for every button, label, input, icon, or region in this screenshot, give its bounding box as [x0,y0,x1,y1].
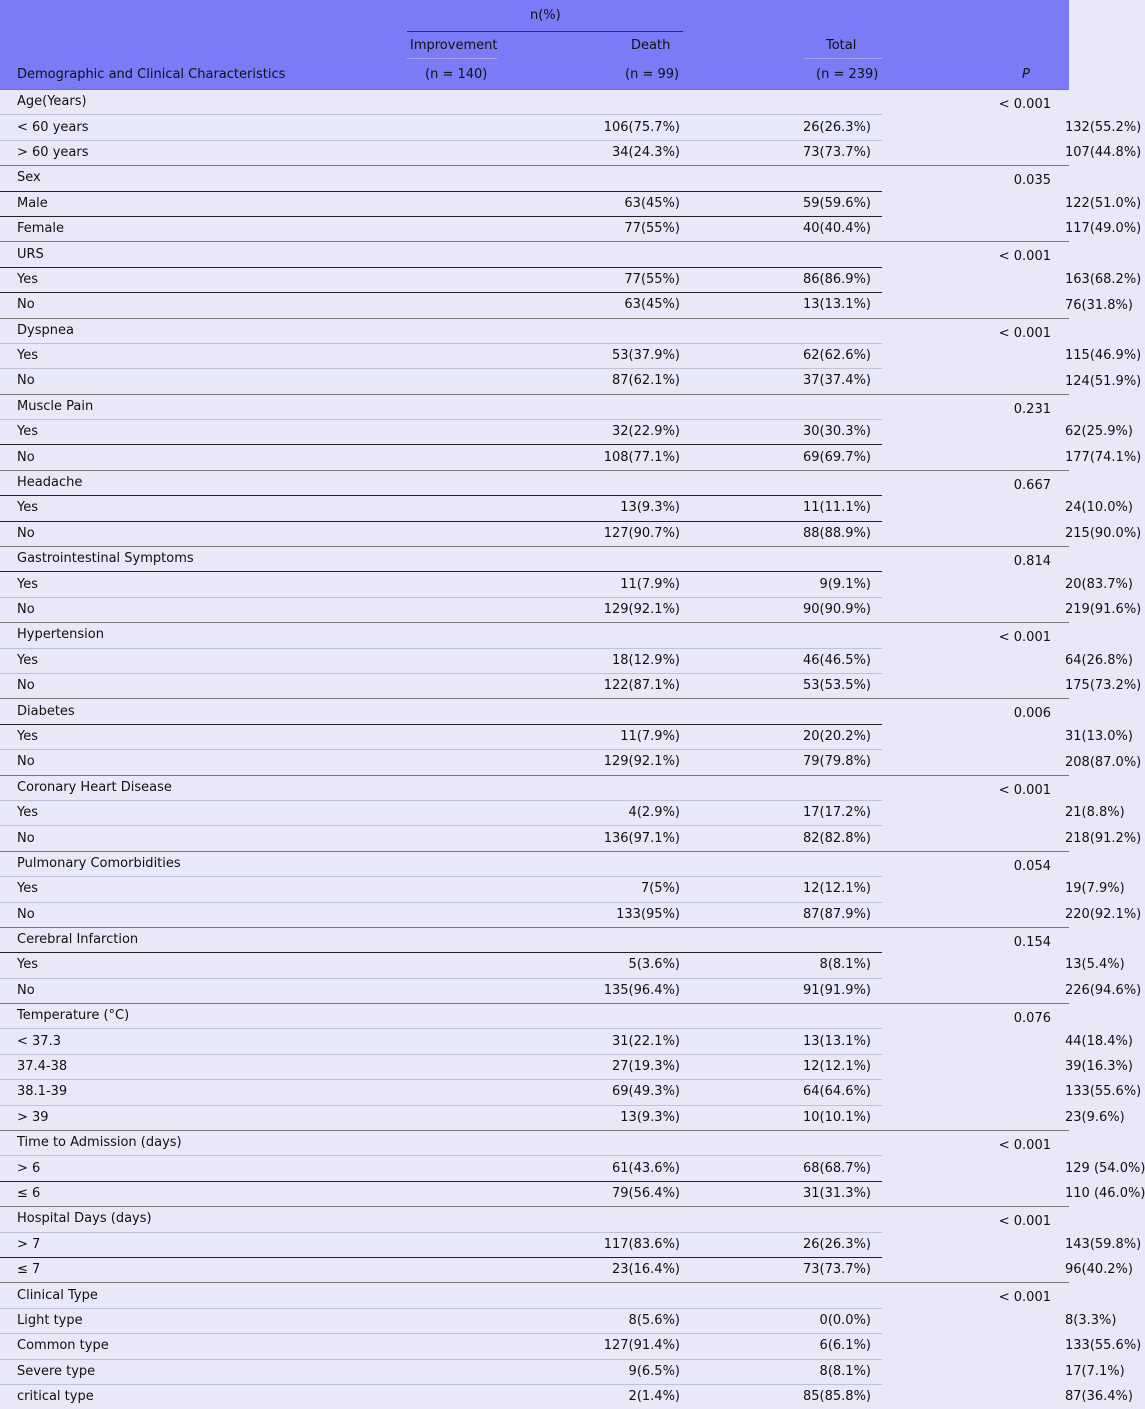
improvement-value: 2(1.4%) [399,1384,680,1409]
death-value: 53(53.5%) [675,673,871,698]
improvement-value: 61(43.6%) [399,1156,680,1181]
table-row: Yes 5(3.6%) 8(8.1%) 13(5.4%) [0,953,1069,978]
table-row: > 39 13(9.3%) 10(10.1%) 23(9.6%) [0,1105,1069,1130]
p-value: < 0.001 [882,1131,1069,1207]
row-label: No [0,826,405,851]
death-value: 0(0.0%) [675,1308,871,1333]
p-value: 0.054 [882,851,1069,927]
row-label: No [0,750,405,775]
improvement-value: 7(5%) [399,877,680,902]
group-row [0,775,1069,800]
row-label: No [0,673,405,698]
row-label: ≤ 7 [0,1257,405,1282]
death-value: 86(86.9%) [675,267,871,292]
table-row: Yes 11(7.9%) 9(9.1%) 20(83.7%) [0,572,1069,597]
death-value: 46(46.5%) [675,648,871,673]
table-row: Yes 53(37.9%) 62(62.6%) 115(46.9%) [0,343,1069,368]
n-improvement-header: (n = 140) [425,67,488,82]
death-value: 79(79.8%) [675,750,871,775]
improvement-value: 32(22.9%) [399,420,680,445]
death-value: 88(88.9%) [675,521,871,546]
table-header [0,0,1069,89]
total-header: Total [826,38,857,53]
row-label: Yes [0,800,405,825]
group-label: Headache [0,470,405,495]
row-label: Yes [0,267,405,292]
table-row: Severe type 9(6.5%) 8(8.1%) 17(7.1%) [0,1359,1069,1384]
improvement-value: 117(83.6%) [399,1232,680,1257]
death-value: 17(17.2%) [675,800,871,825]
improvement-header: Improvement [410,38,498,53]
table-row: > 60 years 34(24.3%) 73(73.7%) 107(44.8%) [0,140,1069,165]
improvement-value: 8(5.6%) [399,1308,680,1333]
p-value: 0.814 [882,547,1069,623]
improvement-value: 108(77.1%) [399,445,680,470]
death-value: 91(91.9%) [675,978,871,1003]
group-row [0,1131,1069,1156]
n-total-header: (n = 239) [816,67,879,82]
row-label: Severe type [0,1359,405,1384]
group-label: Age(Years) [0,90,405,115]
improvement-value: 13(9.3%) [399,496,680,521]
group-label: Muscle Pain [0,394,405,419]
row-label: > 60 years [0,140,405,165]
improvement-value: 106(75.7%) [399,115,680,140]
improvement-value: 27(19.3%) [399,1054,680,1079]
improvement-value: 13(9.3%) [399,1105,680,1130]
improvement-value: 34(24.3%) [399,140,680,165]
death-value: 59(59.6%) [675,191,871,216]
row-label: Common type [0,1334,405,1359]
group-row [0,699,1069,724]
table-row: No 122(87.1%) 53(53.5%) 175(73.2%) [0,673,1069,698]
improvement-value: 31(22.1%) [399,1029,680,1054]
table-row: No 136(97.1%) 82(82.8%) 218(91.2%) [0,826,1069,851]
improvement-value: 127(90.7%) [399,521,680,546]
improvement-value: 11(7.9%) [399,724,680,749]
p-value: < 0.001 [882,318,1069,394]
table-row: < 60 years 106(75.7%) 26(26.3%) 132(55.2%) [0,115,1069,140]
p-value: < 0.001 [882,90,1069,166]
death-value: 62(62.6%) [675,343,871,368]
death-value: 9(9.1%) [675,572,871,597]
row-label: Yes [0,953,405,978]
death-header: Death [631,38,671,53]
group-label: Pulmonary Comorbidities [0,851,405,876]
table-row: critical type 2(1.4%) 85(85.8%) 87(36.4%) [0,1384,1069,1409]
improvement-value: 135(96.4%) [399,978,680,1003]
improvement-value: 63(45%) [399,293,680,318]
improvement-value: 129(92.1%) [399,750,680,775]
death-value: 85(85.8%) [675,1384,871,1409]
p-value: 0.076 [882,1004,1069,1131]
death-value: 13(13.1%) [675,1029,871,1054]
group-row [0,1207,1069,1232]
improvement-value: 129(92.1%) [399,597,680,622]
table-row: No 63(45%) 13(13.1%) 76(31.8%) [0,293,1069,318]
death-value: 8(8.1%) [675,953,871,978]
table-row: No 135(96.4%) 91(91.9%) 226(94.6%) [0,978,1069,1003]
death-value: 26(26.3%) [675,115,871,140]
table-row: 38.1-39 69(49.3%) 64(64.6%) 133(55.6%) [0,1080,1069,1105]
table-row: Yes 18(12.9%) 46(46.5%) 64(26.8%) [0,648,1069,673]
improvement-value: 18(12.9%) [399,648,680,673]
group-row [0,851,1069,876]
table-row: No 129(92.1%) 79(79.8%) 208(87.0%) [0,750,1069,775]
table-row: Yes 77(55%) 86(86.9%) 163(68.2%) [0,267,1069,292]
improvement-value: 77(55%) [399,267,680,292]
death-value: 11(11.1%) [675,496,871,521]
improvement-value: 69(49.3%) [399,1080,680,1105]
table-row: No 87(62.1%) 37(37.4%) 124(51.9%) [0,369,1069,394]
table-row: No 129(92.1%) 90(90.9%) 219(91.6%) [0,597,1069,622]
row-label: critical type [0,1384,405,1409]
group-row [0,1283,1069,1308]
p-value: 0.035 [882,166,1069,242]
row-label: No [0,369,405,394]
group-row [0,90,1069,115]
row-label: Yes [0,648,405,673]
row-label: Light type [0,1308,405,1333]
p-header: P [1022,67,1030,82]
table-row: Yes 7(5%) 12(12.1%) 19(7.9%) [0,877,1069,902]
row-label: No [0,902,405,927]
improvement-value: 11(7.9%) [399,572,680,597]
characteristics-header: Demographic and Clinical Characteristics [17,67,286,82]
group-row [0,394,1069,419]
row-label: 37.4-38 [0,1054,405,1079]
row-label: Yes [0,420,405,445]
group-label: Cerebral Infarction [0,927,405,952]
table-row: ≤ 7 23(16.4%) 73(73.7%) 96(40.2%) [0,1257,1069,1282]
row-label: Female [0,216,405,241]
death-value: 73(73.7%) [675,140,871,165]
table-row: No 108(77.1%) 69(69.7%) 177(74.1%) [0,445,1069,470]
row-label: Yes [0,343,405,368]
death-value: 13(13.1%) [675,293,871,318]
death-value: 10(10.1%) [675,1105,871,1130]
group-label: Time to Admission (days) [0,1131,405,1156]
data-table [0,89,1145,1409]
death-value: 30(30.3%) [675,420,871,445]
improvement-value: 5(3.6%) [399,953,680,978]
row-label: No [0,293,405,318]
row-label: Yes [0,496,405,521]
table-row: 37.4-38 27(19.3%) 12(12.1%) 39(16.3%) [0,1054,1069,1079]
death-value: 73(73.7%) [675,1257,871,1282]
group-label: Coronary Heart Disease [0,775,405,800]
npct-header: n(%) [530,8,561,23]
death-value: 31(31.3%) [675,1181,871,1206]
improvement-value: 127(91.4%) [399,1334,680,1359]
table-row: Male 63(45%) 59(59.6%) 122(51.0%) [0,191,1069,216]
group-label: URS [0,242,405,267]
death-value: 82(82.8%) [675,826,871,851]
row-label: ≤ 6 [0,1181,405,1206]
improvement-value: 79(56.4%) [399,1181,680,1206]
row-label: Yes [0,877,405,902]
row-label: No [0,445,405,470]
death-value: 12(12.1%) [675,877,871,902]
p-value: < 0.001 [882,623,1069,699]
p-value: 0.231 [882,394,1069,470]
row-label: Yes [0,572,405,597]
table-row: Yes 32(22.9%) 30(30.3%) 62(25.9%) [0,420,1069,445]
row-label: < 60 years [0,115,405,140]
group-row [0,547,1069,572]
p-value: < 0.001 [882,1207,1069,1283]
p-value: 0.667 [882,470,1069,546]
row-label: Male [0,191,405,216]
table-row: Common type 127(91.4%) 6(6.1%) 133(55.6%) [0,1334,1069,1359]
table-row: Female 77(55%) 40(40.4%) 117(49.0%) [0,216,1069,241]
group-label: Hypertension [0,623,405,648]
improvement-value: 122(87.1%) [399,673,680,698]
group-label: Gastrointestinal Symptoms [0,547,405,572]
group-label: Clinical Type [0,1283,405,1308]
row-label: > 39 [0,1105,405,1130]
group-row [0,927,1069,952]
death-value: 6(6.1%) [675,1334,871,1359]
improvement-value: 136(97.1%) [399,826,680,851]
improvement-value: 53(37.9%) [399,343,680,368]
death-value: 8(8.1%) [675,1359,871,1384]
n-death-header: (n = 99) [625,67,680,82]
improvement-value: 63(45%) [399,191,680,216]
row-label: 38.1-39 [0,1080,405,1105]
death-value: 26(26.3%) [675,1232,871,1257]
table-row: No 127(90.7%) 88(88.9%) 215(90.0%) [0,521,1069,546]
p-value: < 0.001 [882,775,1069,851]
death-value: 64(64.6%) [675,1080,871,1105]
table-row: Yes 13(9.3%) 11(11.1%) 24(10.0%) [0,496,1069,521]
table-row: No 133(95%) 87(87.9%) 220(92.1%) [0,902,1069,927]
death-value: 69(69.7%) [675,445,871,470]
p-value: < 0.001 [882,242,1069,318]
death-value: 87(87.9%) [675,902,871,927]
table-row: ≤ 6 79(56.4%) 31(31.3%) 110 (46.0%) [0,1181,1069,1206]
group-row [0,318,1069,343]
group-label: Dyspnea [0,318,405,343]
group-row [0,623,1069,648]
table-row: Yes 4(2.9%) 17(17.2%) 21(8.8%) [0,800,1069,825]
death-value: 40(40.4%) [675,216,871,241]
p-value: < 0.001 [882,1283,1069,1409]
p-value: 0.006 [882,699,1069,775]
death-value: 68(68.7%) [675,1156,871,1181]
improvement-value: 9(6.5%) [399,1359,680,1384]
table-row: > 6 61(43.6%) 68(68.7%) 129 (54.0%) [0,1156,1069,1181]
group-row [0,166,1069,191]
group-row [0,470,1069,495]
improvement-value: 4(2.9%) [399,800,680,825]
death-value: 37(37.4%) [675,369,871,394]
group-label: Temperature (°C) [0,1004,405,1029]
improvement-value: 77(55%) [399,216,680,241]
row-label: No [0,978,405,1003]
improvement-value: 87(62.1%) [399,369,680,394]
death-value: 20(20.2%) [675,724,871,749]
death-value: 12(12.1%) [675,1054,871,1079]
row-label: > 6 [0,1156,405,1181]
table-row: Light type 8(5.6%) 0(0.0%) 8(3.3%) [0,1308,1069,1333]
row-label: No [0,521,405,546]
table-row: Yes 11(7.9%) 20(20.2%) 31(13.0%) [0,724,1069,749]
group-label: Sex [0,166,405,191]
improvement-value: 133(95%) [399,902,680,927]
table-row: < 37.3 31(22.1%) 13(13.1%) 44(18.4%) [0,1029,1069,1054]
row-label: < 37.3 [0,1029,405,1054]
row-label: No [0,597,405,622]
p-value: 0.154 [882,927,1069,1003]
group-row [0,1004,1069,1029]
table-row: > 7 117(83.6%) 26(26.3%) 143(59.8%) [0,1232,1069,1257]
improvement-value: 23(16.4%) [399,1257,680,1282]
group-label: Diabetes [0,699,405,724]
group-row [0,242,1069,267]
row-label: Yes [0,724,405,749]
row-label: > 7 [0,1232,405,1257]
death-value: 90(90.9%) [675,597,871,622]
group-label: Hospital Days (days) [0,1207,405,1232]
